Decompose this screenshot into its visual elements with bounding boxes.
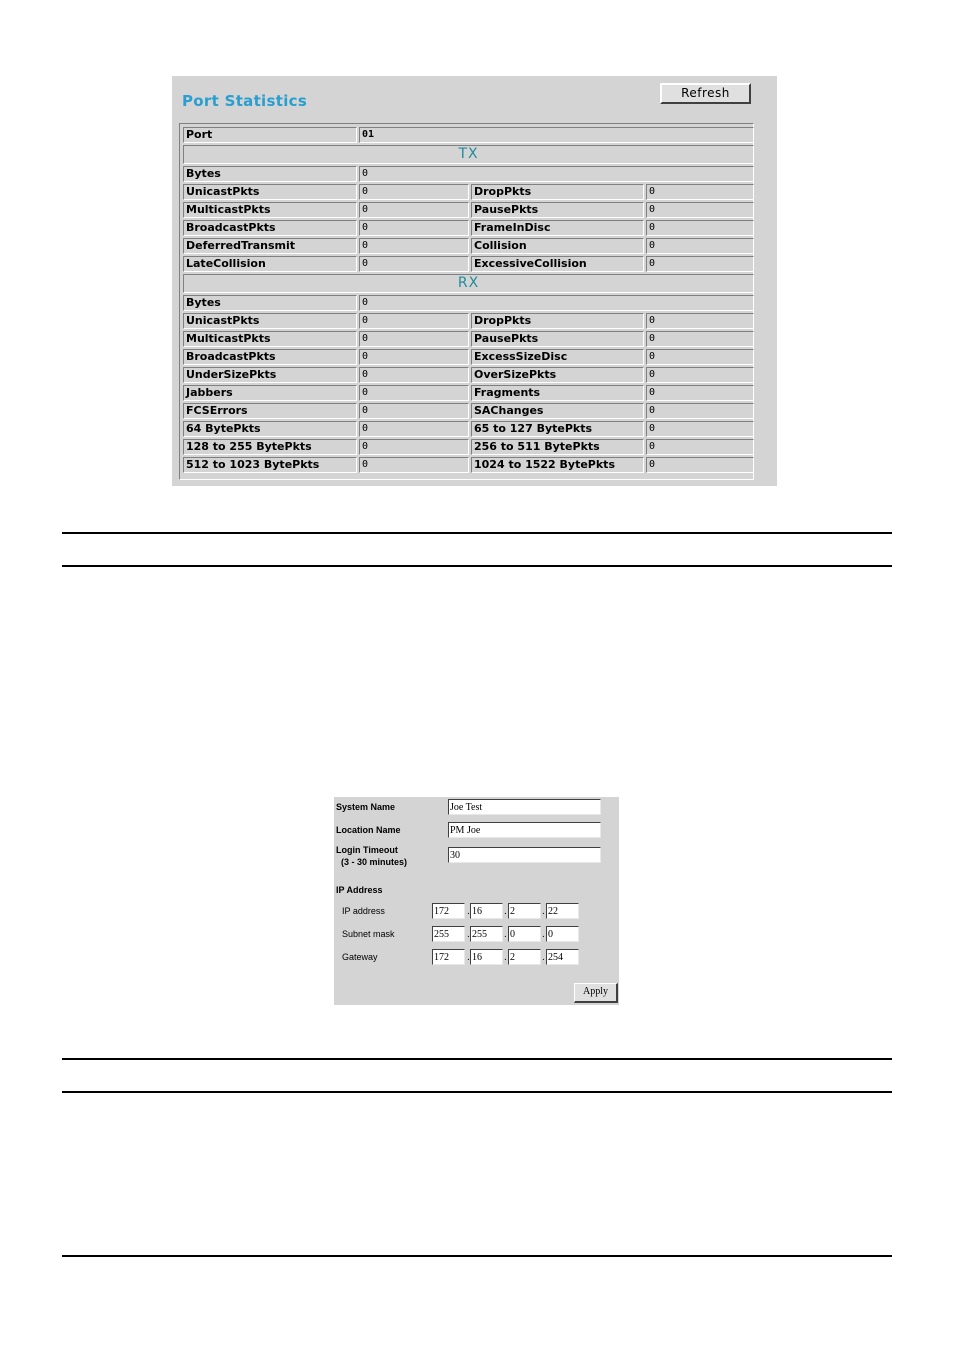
stat-label: LateCollision [183, 256, 357, 272]
dot-separator: . [542, 952, 545, 963]
apply-button[interactable]: Apply [574, 983, 618, 1003]
stat-label: UnicastPkts [183, 313, 357, 329]
page-title: Port Statistics [182, 92, 308, 110]
subnet-mask-octet-1[interactable] [432, 926, 465, 942]
stat-label: FCSErrors [183, 403, 357, 419]
stat-label: 128 to 255 BytePkts [183, 439, 357, 455]
stat-value: 0 [646, 385, 754, 401]
dot-separator: . [542, 929, 545, 940]
stat-label: 64 BytePkts [183, 421, 357, 437]
ip-address-label: IP address [342, 906, 385, 916]
stat-label: 256 to 511 BytePkts [471, 439, 644, 455]
stat-label: OverSizePkts [471, 367, 644, 383]
stat-label: 65 to 127 BytePkts [471, 421, 644, 437]
stat-label: Jabbers [183, 385, 357, 401]
dot-separator: . [542, 906, 545, 917]
table-row [183, 403, 754, 419]
stat-value: 0 [359, 238, 469, 254]
stat-label: SAChanges [471, 403, 644, 419]
dot-separator: . [467, 929, 470, 940]
table-row [183, 256, 754, 272]
dot-separator: . [504, 929, 507, 940]
ip-address-octet-4[interactable] [546, 903, 579, 919]
stat-value: 0 [646, 220, 754, 236]
system-name-input[interactable] [448, 799, 601, 815]
subnet-mask-octet-4[interactable] [546, 926, 579, 942]
dot-separator: . [504, 906, 507, 917]
subnet-mask-label: Subnet mask [342, 929, 395, 939]
table-row [183, 145, 754, 164]
stat-label: 512 to 1023 BytePkts [183, 457, 357, 473]
table-row [183, 274, 754, 293]
stat-value: 0 [359, 313, 469, 329]
port-statistics-table [181, 125, 756, 475]
stat-value: 0 [359, 202, 469, 218]
system-name-label: System Name [336, 802, 396, 812]
table-row [183, 385, 754, 401]
stat-label: PausePkts [471, 331, 644, 347]
table-row [183, 166, 754, 182]
ip-address-octet-1[interactable] [432, 903, 465, 919]
stat-value: 0 [359, 331, 469, 347]
stat-label: BroadcastPkts [183, 349, 357, 365]
gateway-label: Gateway [342, 952, 378, 962]
stat-label: 1024 to 1522 BytePkts [471, 457, 644, 473]
stat-value: 0 [646, 238, 754, 254]
stat-label: DeferredTransmit [183, 238, 357, 254]
stat-label: FrameInDisc [471, 220, 644, 236]
port-value: 01 [359, 127, 754, 143]
tx-heading: TX [183, 145, 754, 164]
rx-bytes-value: 0 [359, 295, 754, 311]
system-settings-panel [334, 797, 619, 1005]
port-label: Port [183, 127, 357, 143]
location-name-input[interactable] [448, 822, 601, 838]
login-timeout-input[interactable] [448, 847, 601, 863]
stat-label: Fragments [471, 385, 644, 401]
rx-heading: RX [183, 274, 754, 293]
stat-value: 0 [359, 385, 469, 401]
stat-value: 0 [646, 439, 754, 455]
stat-label: UnderSizePkts [183, 367, 357, 383]
table-row [183, 349, 754, 365]
stat-label: MulticastPkts [183, 331, 357, 347]
stat-value: 0 [646, 403, 754, 419]
divider [62, 1255, 892, 1257]
stat-value: 0 [646, 457, 754, 473]
stat-label: ExcessSizeDisc [471, 349, 644, 365]
stat-value: 0 [646, 367, 754, 383]
divider [62, 1091, 892, 1093]
table-row [183, 184, 754, 200]
refresh-button[interactable]: Refresh [660, 83, 751, 104]
table-row [183, 367, 754, 383]
stat-value: 0 [646, 331, 754, 347]
table-row [183, 127, 754, 143]
table-row [183, 313, 754, 329]
stat-value: 0 [646, 313, 754, 329]
table-row [183, 421, 754, 437]
stat-label: UnicastPkts [183, 184, 357, 200]
stat-value: 0 [359, 367, 469, 383]
stat-value: 0 [359, 457, 469, 473]
table-row [183, 439, 754, 455]
stat-value: 0 [359, 349, 469, 365]
gateway-octet-1[interactable] [432, 949, 465, 965]
stat-label: ExcessiveCollision [471, 256, 644, 272]
stat-value: 0 [646, 349, 754, 365]
stat-label: DropPkts [471, 184, 644, 200]
rx-bytes-label: Bytes [183, 295, 357, 311]
tx-bytes-value: 0 [359, 166, 754, 182]
stat-value: 0 [646, 202, 754, 218]
stat-value: 0 [359, 184, 469, 200]
stat-value: 0 [359, 421, 469, 437]
stat-value: 0 [359, 439, 469, 455]
ip-address-section-label: IP Address [336, 885, 383, 895]
stat-value: 0 [359, 403, 469, 419]
subnet-mask-octet-3[interactable] [508, 926, 541, 942]
gateway-octet-2[interactable] [470, 949, 503, 965]
stat-value: 0 [646, 421, 754, 437]
tx-bytes-label: Bytes [183, 166, 357, 182]
stat-label: BroadcastPkts [183, 220, 357, 236]
divider [62, 532, 892, 534]
table-row [183, 202, 754, 218]
dot-separator: . [467, 906, 470, 917]
table-row [183, 331, 754, 347]
stat-label: MulticastPkts [183, 202, 357, 218]
subnet-mask-octet-2[interactable] [470, 926, 503, 942]
location-name-label: Location Name [336, 825, 401, 835]
login-timeout-label: Login Timeout [336, 845, 398, 855]
divider [62, 1058, 892, 1060]
ip-address-octet-3[interactable] [508, 903, 541, 919]
port-statistics-panel [172, 76, 777, 486]
stat-value: 0 [646, 184, 754, 200]
gateway-octet-3[interactable] [508, 949, 541, 965]
stat-value: 0 [646, 256, 754, 272]
table-row [183, 295, 754, 311]
dot-separator: . [467, 952, 470, 963]
stat-value: 0 [359, 220, 469, 236]
login-timeout-range: (3 - 30 minutes) [341, 857, 408, 867]
stat-value: 0 [359, 256, 469, 272]
stat-label: Collision [471, 238, 644, 254]
gateway-octet-4[interactable] [546, 949, 579, 965]
table-row [183, 220, 754, 236]
table-row [183, 457, 754, 473]
stat-label: DropPkts [471, 313, 644, 329]
dot-separator: . [504, 952, 507, 963]
ip-address-octet-2[interactable] [470, 903, 503, 919]
table-row [183, 238, 754, 254]
divider [62, 565, 892, 567]
stat-label: PausePkts [471, 202, 644, 218]
